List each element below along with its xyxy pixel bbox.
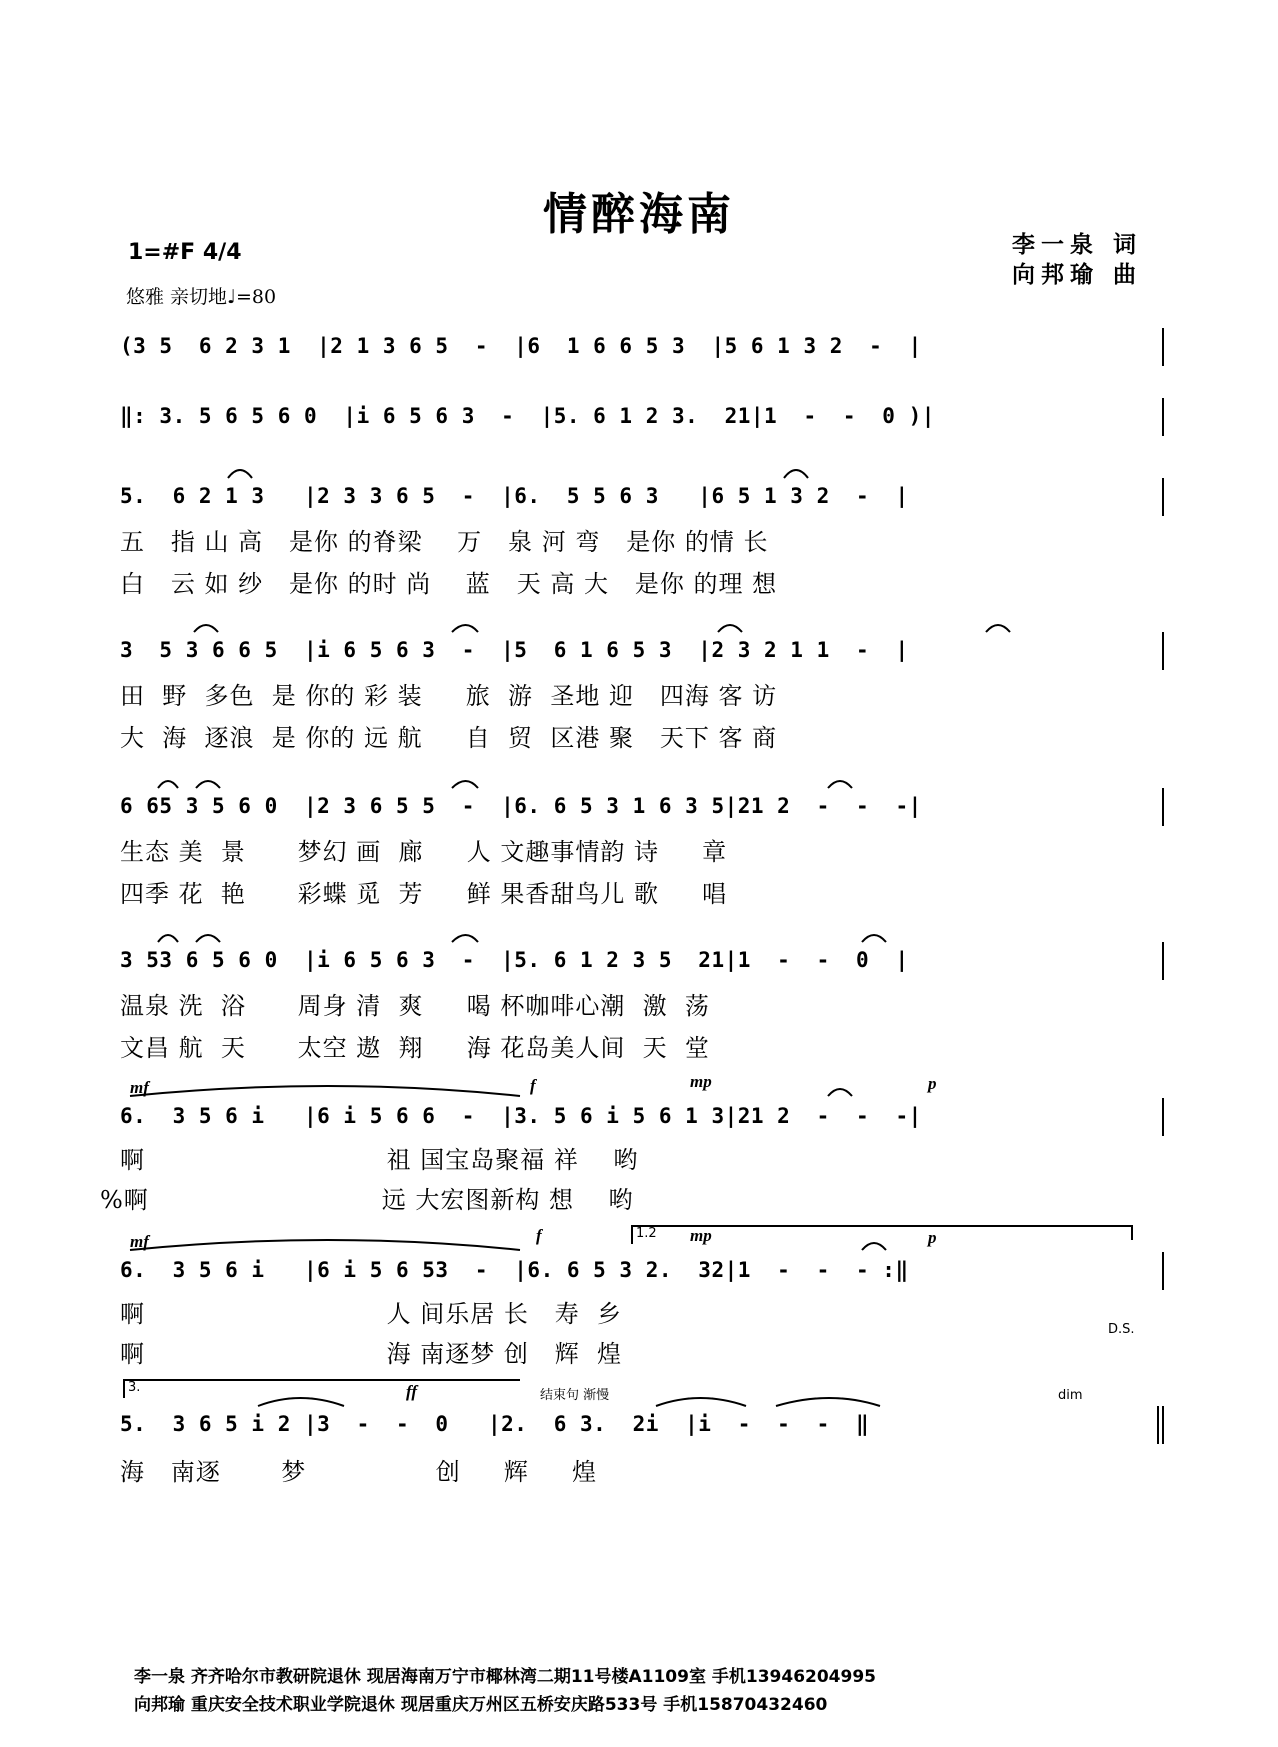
lyric-line-5-verse-2: 四季 花 艳 彩蝶 觅 芳 鲜 果香甜鸟儿 歌 唱 xyxy=(120,880,728,908)
lyric-line-3-verse-1: 五 指 山 高 是你 的脊梁 万 泉 河 弯 是你 的情 长 xyxy=(120,528,769,556)
song-title: 情醉海南 xyxy=(543,189,735,240)
dal-segno-mark: D.S. xyxy=(1108,1322,1135,1337)
lyric-line-6-verse-2: 文昌 航 天 太空 遨 翔 海 花岛美人间 天 堂 xyxy=(120,1034,710,1062)
dynamic-mp-line-7: mp xyxy=(690,1072,712,1091)
dynamic-p-line-8: p xyxy=(928,1228,937,1247)
notation-line-7: 6. 3 5 6 i |6 i 5 6 6 - |3. 5 6 i 5 6 1 3|21 2 - - -| xyxy=(120,1104,922,1128)
lyric-line-7-verse-1: 啊 祖 国宝岛聚福 祥 哟 xyxy=(120,1146,639,1174)
notation-line-6: 3 53 6 5 6 0 |i 6 5 6 3 - |5. 6 1 2 3 5 21|1 - - 0 | xyxy=(120,948,909,972)
lyric-line-3-verse-2: 白 云 如 纱 是你 的时 尚 蓝 天 高 大 是你 的理 想 xyxy=(120,570,778,598)
dynamic-f-line-7: f xyxy=(530,1076,536,1095)
volta-3: 3. xyxy=(128,1380,141,1395)
notation-line-8: 6. 3 5 6 i |6 i 5 6 53 - |6. 6 5 3 2. 32|1 - - - :‖ xyxy=(120,1258,909,1282)
key-signature: 1=#F 4/4 xyxy=(128,240,242,265)
lyric-line-4-verse-2: 大 海 逐浪 是 你的 远 航 自 贸 区港 聚 天下 客 商 xyxy=(120,724,778,752)
lyric-line-6-verse-1: 温泉 洗 浴 周身 清 爽 喝 杯咖啡心潮 激 荡 xyxy=(120,992,710,1020)
notation-line-1: (3 5 6 2 3 1 |2 1 3 6 5 - |6 1 6 6 5 3 |5 6 1 3 2 - | xyxy=(120,334,922,358)
notation-line-2: ‖: 3. 5 6 5 6 0 |i 6 5 6 3 - |5. 6 1 2 3. 21|1 - - 0 )| xyxy=(120,404,935,428)
composer-credit: 向邦瑜 曲 xyxy=(1012,261,1143,288)
lyric-line-5-verse-1: 生态 美 景 梦幻 画 廊 人 文趣事情韵 诗 章 xyxy=(120,838,728,866)
lyric-line-8-verse-2: 啊 海 南逐梦 创 辉 煌 xyxy=(120,1340,623,1368)
ritardando-marking: 结束句 渐慢 xyxy=(540,1388,610,1403)
volta-1-2: 1.2 xyxy=(636,1226,657,1241)
lyric-line-8-verse-1: 啊 人 间乐居 长 寿 乡 xyxy=(120,1300,623,1328)
notation-line-4: 3 5 3 6 6 5 |i 6 5 6 3 - |5 6 1 6 5 3 |2 3 2 1 1 - | xyxy=(120,638,909,662)
dynamic-mp-line-8: mp xyxy=(690,1226,712,1245)
notation-line-5: 6 65 3 5 6 0 |2 3 6 5 5 - |6. 6 5 3 1 6 3 5|21 2 - - -| xyxy=(120,794,922,818)
dynamic-dim-line-9: dim xyxy=(1058,1388,1083,1403)
notation-line-9: 5. 3 6 5 i 2 |3 - - 0 |2. 6 3. 2i |i - - - ‖ xyxy=(120,1412,870,1436)
lyricist-credit: 李一泉 词 xyxy=(1012,231,1143,258)
lyric-line-4-verse-1: 田 野 多色 是 你的 彩 装 旅 游 圣地 迎 四海 客 访 xyxy=(120,682,778,710)
lyric-line-9: 海 南逐 梦 创 辉 煌 xyxy=(120,1458,598,1486)
dynamic-mf-line-8: mf xyxy=(130,1232,149,1251)
dynamic-p-line-7: p xyxy=(928,1074,937,1093)
dynamic-ff-line-9: ff xyxy=(406,1382,418,1401)
notation-line-3: 5. 6 2 1 3 |2 3 3 6 5 - |6. 5 5 6 3 |6 5 1 3 2 - | xyxy=(120,484,909,508)
tempo-marking: 悠雅 亲切地♩=80 xyxy=(126,286,277,308)
lyric-line-7-verse-2: %啊 远 大宏图新构 想 哟 xyxy=(100,1186,634,1214)
dynamic-mf-line-7: mf xyxy=(130,1078,149,1097)
footer-composer-info: 向邦瑜 重庆安全技术职业学院退休 现居重庆万州区五桥安庆路533号 手机15870432460 xyxy=(134,1695,828,1715)
dynamic-f-line-8: f xyxy=(536,1226,542,1245)
footer-lyricist-info: 李一泉 齐齐哈尔市教研院退休 现居海南万宁市椰林湾二期11号楼A1109室 手机13946204995 xyxy=(134,1667,876,1687)
